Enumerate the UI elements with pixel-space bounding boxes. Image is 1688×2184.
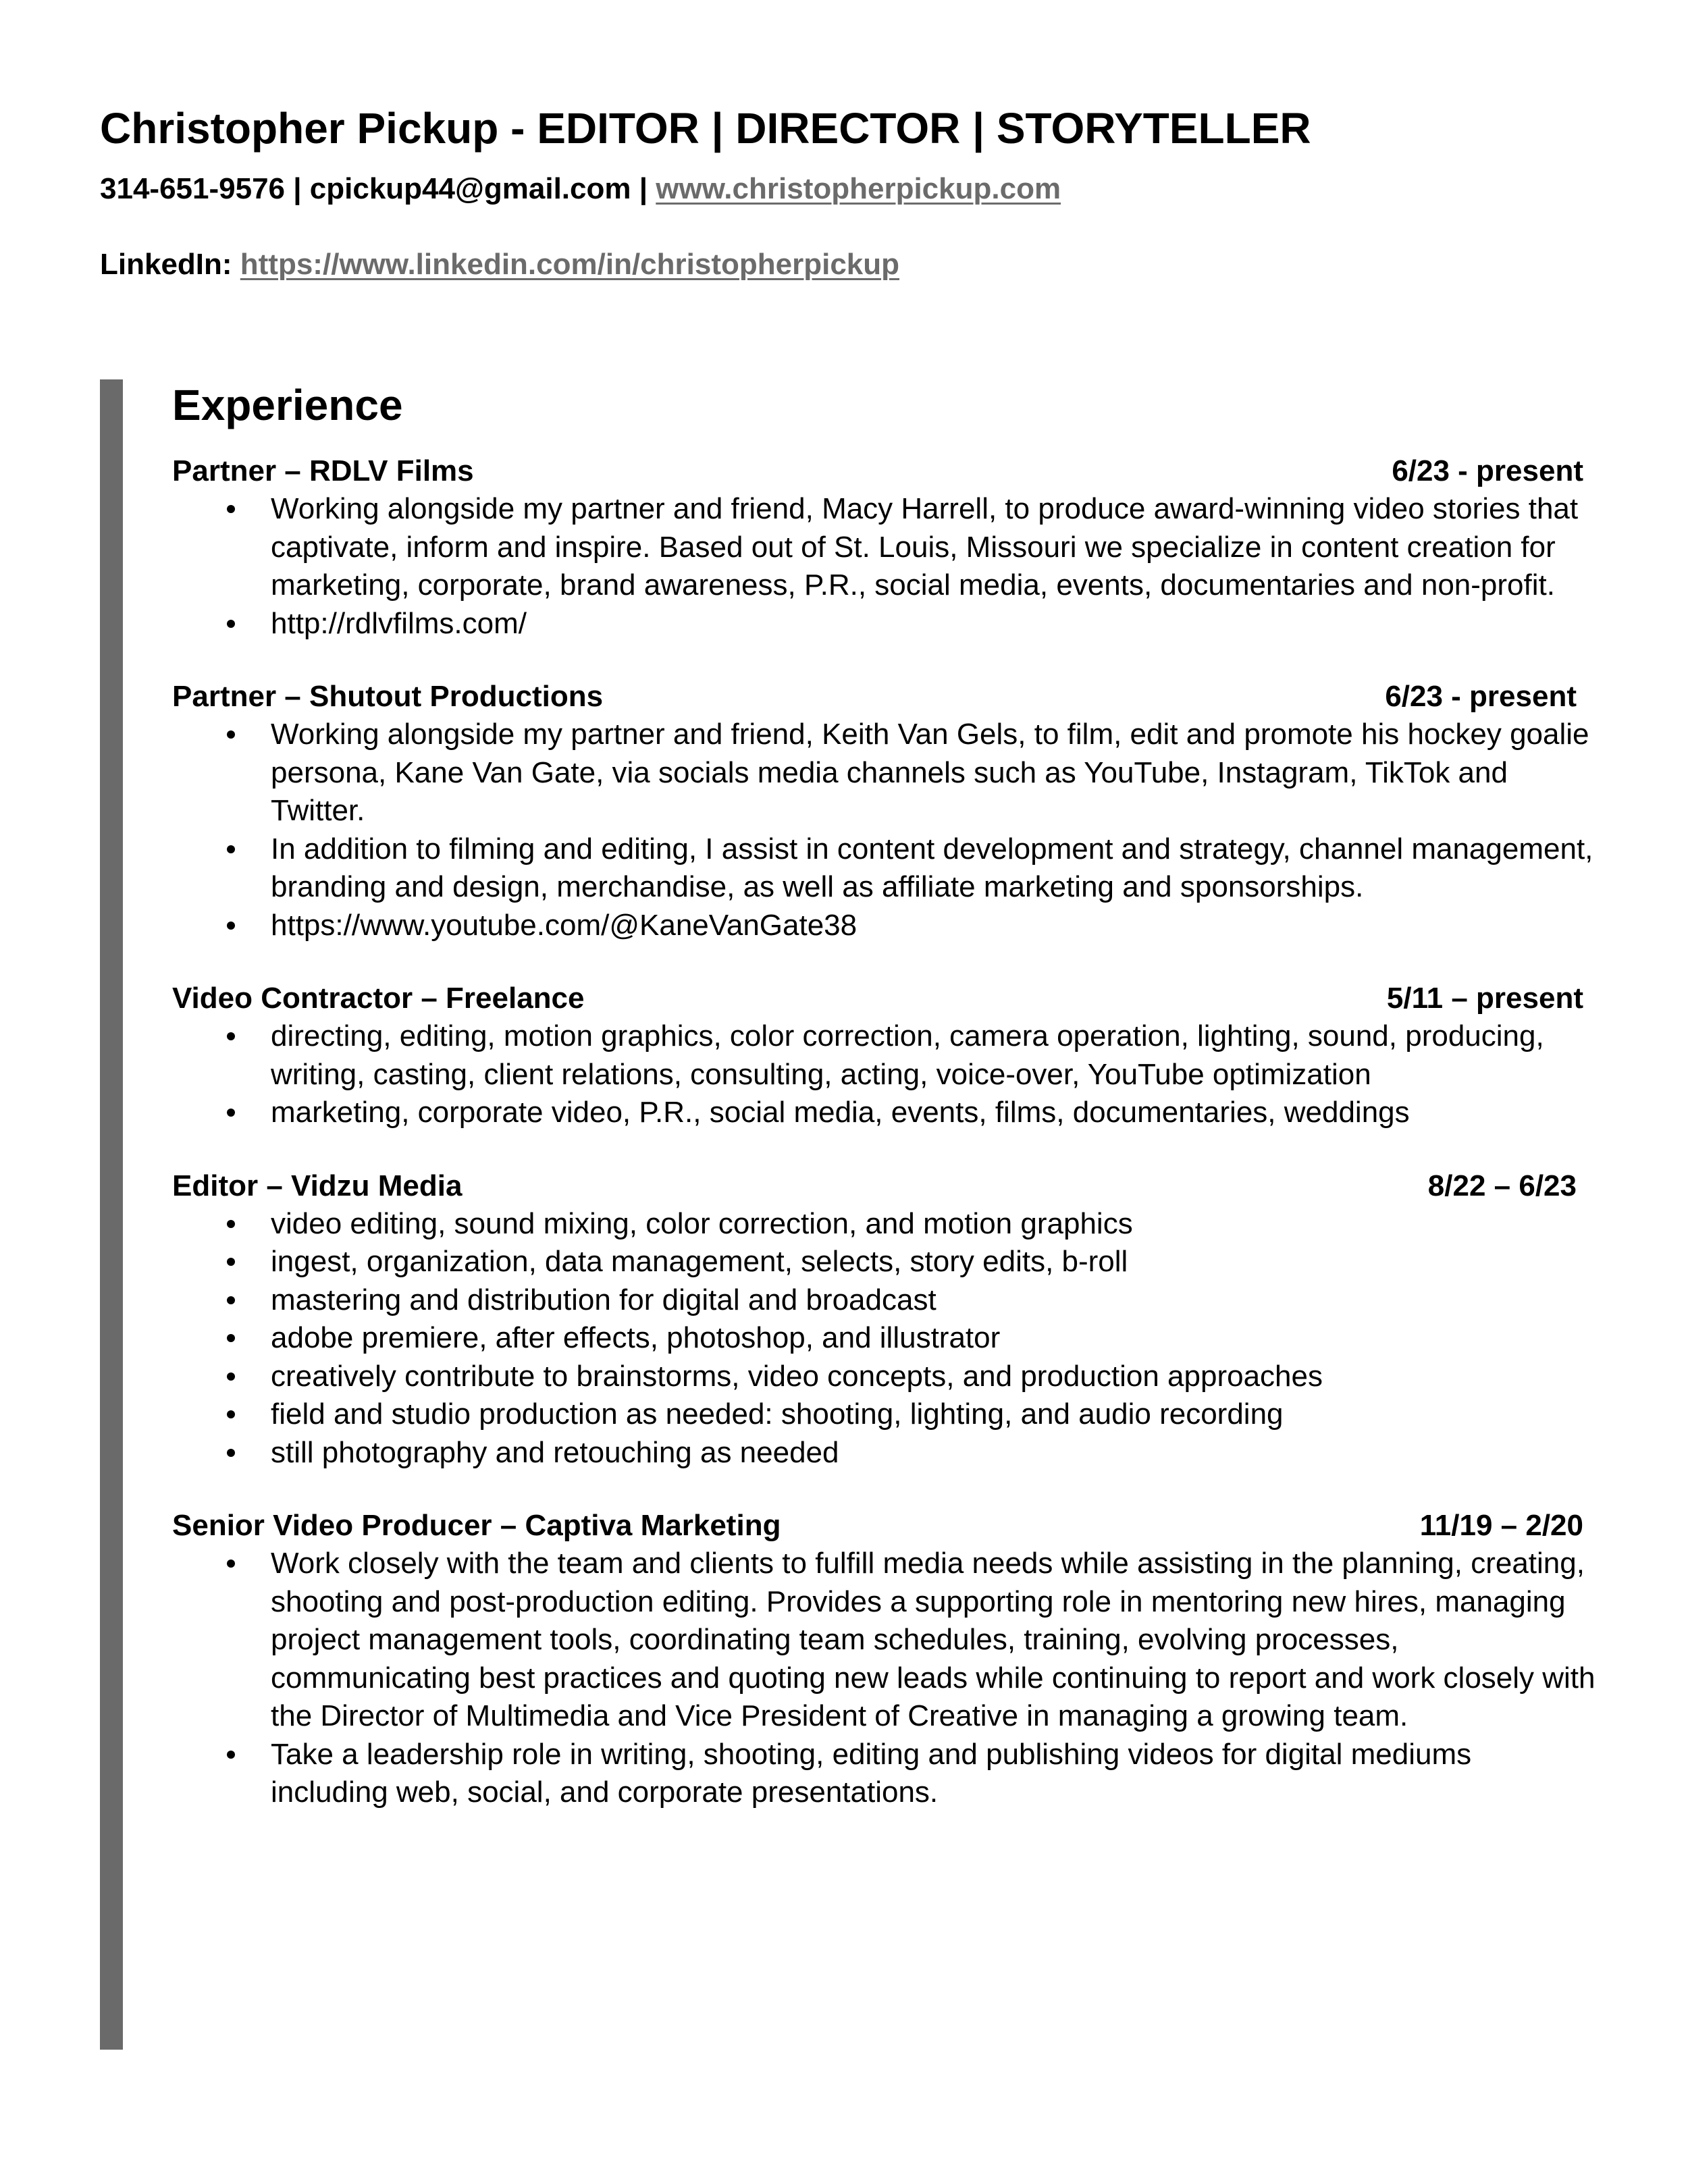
bullet-item: mastering and distribution for digital and broadcast — [172, 1281, 1597, 1320]
bullet-item: adobe premiere, after effects, photoshop, and illustrator — [172, 1319, 1597, 1358]
job-header — [172, 980, 1583, 1017]
bullet-item: In addition to filming and editing, I assist in content development and strategy, channel management, branding and design, merchandise, as well as affiliate marketing and sponsorships. — [172, 830, 1597, 907]
job-dates: 8/22 – 6/23 — [1427, 1169, 1577, 1202]
job-header — [172, 1167, 1583, 1205]
job-header — [172, 452, 1583, 490]
bullet-item: Work closely with the team and clients to fulfill media needs while assisting in the planning, creating, shooting and post-production editing. Provides a supporting role in mentoring new hires, managing project management tools, coordinating team schedules, training, evolving processes, communicating best practices and quoting new leads while continuing to report and work closely with the Director of Multimedia and Vice President of Creative in managing a growing team. — [172, 1545, 1597, 1736]
job-entry — [172, 980, 1590, 1132]
bullet-item: creatively contribute to brainstorms, video concepts, and production approaches — [172, 1358, 1597, 1396]
linkedin-label: LinkedIn: — [100, 248, 240, 281]
bullet-item: still photography and retouching as needed — [172, 1434, 1597, 1472]
bullet-item: https://www.youtube.com/@KaneVanGate38 — [172, 907, 1597, 945]
job-title: Partner – RDLV Films — [172, 454, 474, 487]
name-title: Christopher Pickup - EDITOR | DIRECTOR | STORYTELLER — [100, 104, 1311, 153]
job-entry — [172, 452, 1590, 643]
bullet-item: Working alongside my partner and friend, Macy Harrell, to produce award-winning video stories that captivate, inform and inspire. Based out of St. Louis, Missouri we specialize in content creation for marketing, corporate, brand awareness, P.R., social media, events, documentaries and non-profit. — [172, 490, 1597, 605]
section-side-bar — [100, 379, 123, 2050]
bullet-item: video editing, sound mixing, color correction, and motion graphics — [172, 1205, 1597, 1244]
job-entry — [172, 678, 1593, 944]
job-dates: 6/23 - present — [1385, 680, 1577, 713]
experience-section — [172, 378, 1595, 1847]
experience-heading: Experience — [172, 381, 403, 429]
bullet-item: ingest, organization, data management, selects, story edits, b-roll — [172, 1243, 1597, 1281]
resume-header — [100, 101, 1585, 284]
job-title: Partner – Shutout Productions — [172, 680, 604, 713]
job-title: Editor – Vidzu Media — [172, 1169, 463, 1202]
job-bullets — [172, 716, 1593, 944]
job-entry — [172, 1507, 1595, 1812]
job-dates: 6/23 - present — [1392, 454, 1583, 487]
bullet-item: field and studio production as needed: shooting, lighting, and audio recording — [172, 1395, 1597, 1434]
job-title: Senior Video Producer – Captiva Marketing — [172, 1509, 781, 1542]
linkedin-link[interactable]: https://www.linkedin.com/in/christopherpickup — [240, 248, 900, 281]
job-bullets — [172, 1017, 1590, 1132]
linkedin-line — [100, 246, 1585, 284]
job-bullets — [172, 490, 1590, 643]
job-dates: 11/19 – 2/20 — [1419, 1509, 1583, 1542]
job-title: Video Contractor – Freelance — [172, 982, 585, 1015]
bullet-item: Take a leadership role in writing, shooting, editing and publishing videos for digital mediums including web, social, and corporate presentations. — [172, 1736, 1597, 1812]
job-bullets — [172, 1205, 1590, 1472]
website-link[interactable]: www.christopherpickup.com — [656, 172, 1061, 205]
contact-phone-email: 314-651-9576 | cpickup44@gmail.com | — [100, 172, 656, 205]
bullet-item: directing, editing, motion graphics, color correction, camera operation, lighting, sound, producing, writing, casting, client relations, consulting, acting, voice-over, YouTube optimization — [172, 1017, 1597, 1094]
contact-line — [100, 170, 1585, 208]
job-bullets — [172, 1545, 1595, 1812]
job-header — [172, 1507, 1583, 1545]
job-header — [172, 678, 1583, 716]
bullet-item: marketing, corporate video, P.R., social media, events, films, documentaries, weddings — [172, 1094, 1597, 1132]
bullet-item: Working alongside my partner and friend, Keith Van Gels, to film, edit and promote his hockey goalie persona, Kane Van Gate, via socials media channels such as YouTube, Instagram, TikTok and Twitter. — [172, 716, 1597, 830]
job-dates: 5/11 – present — [1386, 982, 1583, 1015]
job-entry — [172, 1167, 1590, 1472]
bullet-item: http://rdlvfilms.com/ — [172, 605, 1597, 643]
